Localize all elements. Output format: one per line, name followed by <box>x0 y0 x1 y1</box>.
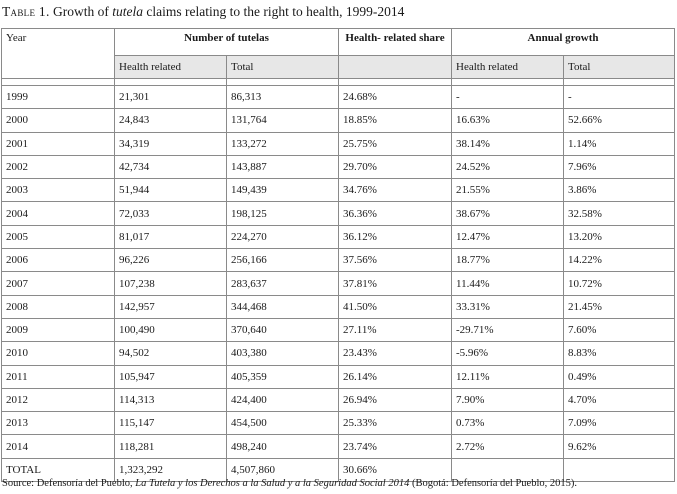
cell-growth-health: 12.11% <box>452 365 564 388</box>
cell-growth-total: - <box>564 86 675 109</box>
caption-text-before: Growth of <box>49 4 113 19</box>
cell-growth-total: 1.14% <box>564 132 675 155</box>
cell-health-share: 27.11% <box>339 318 452 341</box>
header-annual-growth: Annual growth <box>452 29 675 56</box>
table-row <box>2 109 675 132</box>
cell-total: 149,439 <box>227 179 339 202</box>
cell-total: 405,359 <box>227 365 339 388</box>
cell-year: 2008 <box>2 295 115 318</box>
cell-total: 454,500 <box>227 412 339 435</box>
cell-growth-health: 33.31% <box>452 295 564 318</box>
cell-growth-total: 8.83% <box>564 342 675 365</box>
cell-total: 424,400 <box>227 388 339 411</box>
cell-growth-total: 14.22% <box>564 249 675 272</box>
cell-health-share: 25.33% <box>339 412 452 435</box>
header-year: Year <box>2 29 115 79</box>
cell-growth-health: 24.52% <box>452 155 564 178</box>
header-growth-health-related: Health related <box>452 56 564 79</box>
cell-health-share: 41.50% <box>339 295 452 318</box>
table-label: Table 1. <box>2 4 50 19</box>
cell-health-share: 18.85% <box>339 109 452 132</box>
cell-year: 2010 <box>2 342 115 365</box>
cell-growth-total: 4.70% <box>564 388 675 411</box>
cell-health-share: 36.36% <box>339 202 452 225</box>
cell-year: 2013 <box>2 412 115 435</box>
cell-health-related: 114,313 <box>115 388 227 411</box>
source-before: Source: Defensoría del Pueblo, <box>2 478 136 489</box>
table-row <box>2 412 675 435</box>
cell-growth-total: 10.72% <box>564 272 675 295</box>
cell-year: 2009 <box>2 318 115 341</box>
cell-year: 2000 <box>2 109 115 132</box>
cell-growth-total: 7.60% <box>564 318 675 341</box>
cell-health-share: 26.94% <box>339 388 452 411</box>
cell-health-share: 26.14% <box>339 365 452 388</box>
table-row <box>2 342 675 365</box>
tutela-growth-table <box>1 28 675 482</box>
cell-total: 403,380 <box>227 342 339 365</box>
table-row <box>2 86 675 109</box>
spacer-row <box>2 79 675 86</box>
table-row <box>2 179 675 202</box>
cell-total: 498,240 <box>227 435 339 458</box>
table-row <box>2 295 675 318</box>
cell-growth-health: - <box>452 86 564 109</box>
table-row <box>2 435 675 458</box>
cell-growth-health: 38.67% <box>452 202 564 225</box>
cell-year: TOTAL <box>2 458 115 481</box>
cell-health-related: 21,301 <box>115 86 227 109</box>
header-total: Total <box>227 56 339 79</box>
cell-growth-health: 16.63% <box>452 109 564 132</box>
cell-growth-health: 0.73% <box>452 412 564 435</box>
cell-health-share: 30.66% <box>339 458 452 481</box>
table-row <box>2 202 675 225</box>
cell-year: 2011 <box>2 365 115 388</box>
table-row <box>2 225 675 248</box>
cell-growth-health: 7.90% <box>452 388 564 411</box>
cell-growth-health: 11.44% <box>452 272 564 295</box>
cell-growth-health: 38.14% <box>452 132 564 155</box>
cell-year: 2002 <box>2 155 115 178</box>
cell-health-related: 1,323,292 <box>115 458 227 481</box>
cell-total: 224,270 <box>227 225 339 248</box>
cell-growth-total: 7.09% <box>564 412 675 435</box>
cell-health-related: 42,734 <box>115 155 227 178</box>
cell-health-related: 81,017 <box>115 225 227 248</box>
header-number-of-tutelas: Number of tutelas <box>115 29 339 56</box>
cell-total: 4,507,860 <box>227 458 339 481</box>
table-row <box>2 318 675 341</box>
cell-year: 2014 <box>2 435 115 458</box>
table-row <box>2 272 675 295</box>
cell-total: 131,764 <box>227 109 339 132</box>
cell-year: 2001 <box>2 132 115 155</box>
cell-total: 198,125 <box>227 202 339 225</box>
source-after: (Bogotá: Defensoría del Pueblo, 2015). <box>409 478 577 489</box>
source-title: La Tutela y los Derechos a la Salud y a la Seguridad Social 2014 <box>135 478 410 489</box>
cell-health-related: 142,957 <box>115 295 227 318</box>
cell-health-related: 51,944 <box>115 179 227 202</box>
cell-health-related: 96,226 <box>115 249 227 272</box>
table-row <box>2 132 675 155</box>
cell-growth-total <box>564 458 675 481</box>
cell-total: 344,468 <box>227 295 339 318</box>
cell-growth-health: 12.47% <box>452 225 564 248</box>
cell-growth-total: 7.96% <box>564 155 675 178</box>
table-row <box>2 249 675 272</box>
cell-health-related: 118,281 <box>115 435 227 458</box>
table-body <box>2 79 675 482</box>
cell-growth-total: 32.58% <box>564 202 675 225</box>
cell-growth-total: 21.45% <box>564 295 675 318</box>
cell-year: 2006 <box>2 249 115 272</box>
caption-text-italic: tutela <box>112 4 144 19</box>
cell-growth-total: 3.86% <box>564 179 675 202</box>
cell-health-share: 37.56% <box>339 249 452 272</box>
cell-year: 2012 <box>2 388 115 411</box>
cell-growth-total: 13.20% <box>564 225 675 248</box>
table-row <box>2 155 675 178</box>
cell-health-related: 34,319 <box>115 132 227 155</box>
cell-health-share: 34.76% <box>339 179 452 202</box>
table-row <box>2 365 675 388</box>
cell-health-related: 105,947 <box>115 365 227 388</box>
cell-growth-health: -5.96% <box>452 342 564 365</box>
cell-growth-health: -29.71% <box>452 318 564 341</box>
cell-total: 256,166 <box>227 249 339 272</box>
cell-health-related: 24,843 <box>115 109 227 132</box>
cell-health-related: 115,147 <box>115 412 227 435</box>
cell-growth-health: 18.77% <box>452 249 564 272</box>
header-growth-total: Total <box>564 56 675 79</box>
cell-growth-health: 21.55% <box>452 179 564 202</box>
cell-total: 143,887 <box>227 155 339 178</box>
cell-year: 2007 <box>2 272 115 295</box>
cell-health-share: 23.43% <box>339 342 452 365</box>
cell-health-share: 36.12% <box>339 225 452 248</box>
cell-health-share: 25.75% <box>339 132 452 155</box>
cell-health-related: 107,238 <box>115 272 227 295</box>
cell-year: 2005 <box>2 225 115 248</box>
cell-year: 1999 <box>2 86 115 109</box>
cell-health-related: 94,502 <box>115 342 227 365</box>
cell-year: 2004 <box>2 202 115 225</box>
caption-text-after: claims relating to the right to health, 1999-2014 <box>143 4 405 19</box>
cell-year: 2003 <box>2 179 115 202</box>
cell-growth-total: 0.49% <box>564 365 675 388</box>
cell-total: 86,313 <box>227 86 339 109</box>
cell-growth-total: 52.66% <box>564 109 675 132</box>
cell-total: 283,637 <box>227 272 339 295</box>
cell-health-related: 100,490 <box>115 318 227 341</box>
cell-total: 133,272 <box>227 132 339 155</box>
source-note <box>2 478 577 489</box>
cell-health-share: 29.70% <box>339 155 452 178</box>
cell-health-share: 37.81% <box>339 272 452 295</box>
table-caption <box>2 4 404 20</box>
cell-health-share: 24.68% <box>339 86 452 109</box>
cell-growth-health: 2.72% <box>452 435 564 458</box>
cell-health-related: 72,033 <box>115 202 227 225</box>
cell-health-share: 23.74% <box>339 435 452 458</box>
table-row <box>2 388 675 411</box>
cell-total: 370,640 <box>227 318 339 341</box>
header-share-blank <box>339 56 452 79</box>
cell-growth-total: 9.62% <box>564 435 675 458</box>
header-health-related: Health related <box>115 56 227 79</box>
header-health-related-share: Health- related share <box>339 29 452 56</box>
